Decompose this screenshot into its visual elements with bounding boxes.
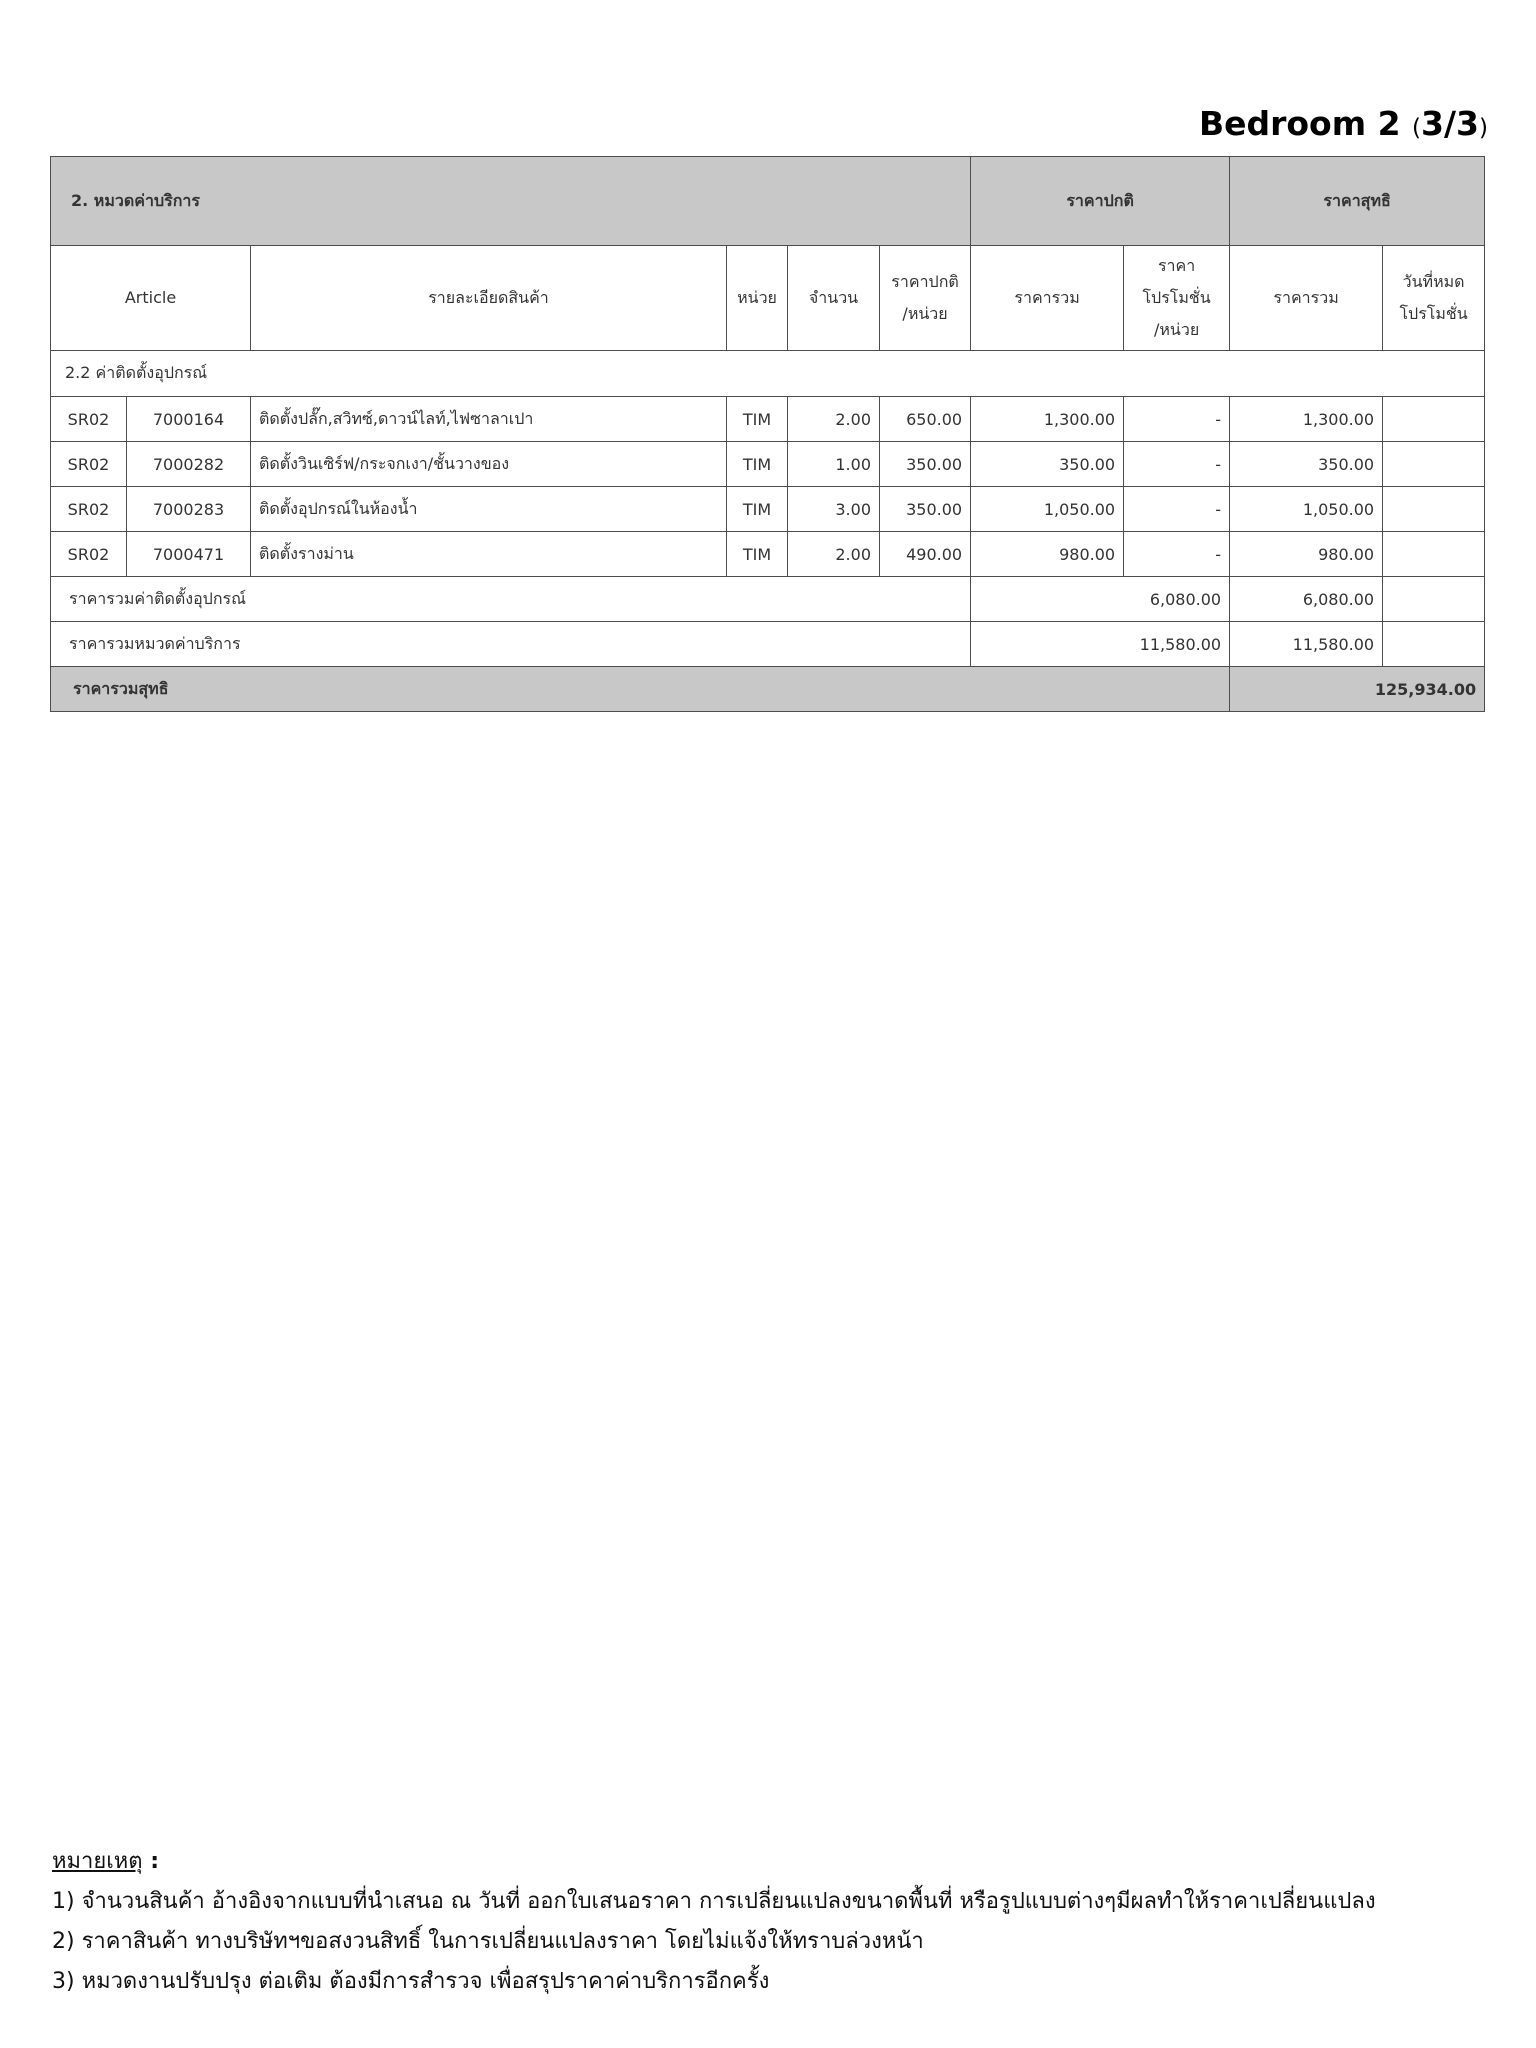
- cell-promo-end: [1383, 397, 1485, 442]
- cell-promo: -: [1124, 487, 1230, 532]
- cell-unit-price: 350.00: [880, 487, 971, 532]
- notes-section: [52, 1842, 1492, 2002]
- col-qty: จำนวน: [788, 246, 880, 351]
- cell-code: SR02: [51, 442, 127, 487]
- cell-net-total: 1,050.00: [1230, 487, 1383, 532]
- col-total-regular: ราคารวม: [971, 246, 1124, 351]
- cell-total: 350.00: [971, 442, 1124, 487]
- grand-total-row: [51, 667, 1485, 712]
- page-title-part: 3/3: [1421, 104, 1480, 143]
- notes-heading: หมายเหตุ :: [52, 1849, 160, 1874]
- cell-net-total: 1,300.00: [1230, 397, 1383, 442]
- cell-article: 7000471: [127, 532, 251, 577]
- group-regular-price: ราคาปกติ: [971, 157, 1230, 246]
- cell-description: ติดตั้งอุปกรณ์ในห้องน้ำ: [251, 487, 727, 532]
- subtotal-install-net: 6,080.00: [1230, 577, 1383, 622]
- cell-unit: TIM: [727, 397, 788, 442]
- grand-total-value: 125,934.00: [1230, 667, 1485, 712]
- cell-description: ติดตั้งรางม่าน: [251, 532, 727, 577]
- quotation-table: [50, 156, 1485, 712]
- subtotal-service-net: 11,580.00: [1230, 622, 1383, 667]
- cell-net-total: 980.00: [1230, 532, 1383, 577]
- table-row: [51, 442, 1485, 487]
- cell-description: ติดตั้งวินเซิร์ฟ/กระจกเงา/ชั้นวางของ: [251, 442, 727, 487]
- cell-code: SR02: [51, 532, 127, 577]
- cell-description: ติดตั้งปลั๊ก,สวิทซ์,ดาวน์ไลท์,ไฟซาลาเปา: [251, 397, 727, 442]
- group-net-price: ราคาสุทธิ: [1230, 157, 1485, 246]
- subtotal-service-label: ราคารวมหมวดค่าบริการ: [51, 622, 971, 667]
- subtotal-install-regular: 6,080.00: [971, 577, 1230, 622]
- cell-promo-end: [1383, 487, 1485, 532]
- cell-total: 1,300.00: [971, 397, 1124, 442]
- col-unit: หน่วย: [727, 246, 788, 351]
- subtotal-install-row: [51, 577, 1485, 622]
- table-row: [51, 487, 1485, 532]
- table-row: [51, 532, 1485, 577]
- cell-total: 1,050.00: [971, 487, 1124, 532]
- table-row: [51, 397, 1485, 442]
- cell-unit: TIM: [727, 442, 788, 487]
- note-item: 3) หมวดงานปรับปรุง ต่อเติม ต้องมีการสำรวจ เพื่อสรุปราคาค่าบริการอีกครั้ง: [52, 1969, 770, 1994]
- cell-article: 7000282: [127, 442, 251, 487]
- cell-qty: 2.00: [788, 532, 880, 577]
- col-article: Article: [51, 246, 251, 351]
- note-item: 2) ราคาสินค้า ทางบริษัทฯขอสงวนสิทธิ์ ในการเปลี่ยนแปลงราคา โดยไม่แจ้งให้ทราบล่วงหน้า: [52, 1929, 924, 1954]
- subtotal-install-label: ราคารวมค่าติดตั้งอุปกรณ์: [51, 577, 971, 622]
- cell-promo-end: [1383, 442, 1485, 487]
- page-title-text: Bedroom 2: [1198, 104, 1401, 143]
- cell-unit-price: 350.00: [880, 442, 971, 487]
- cell-promo: -: [1124, 397, 1230, 442]
- cell-unit-price: 490.00: [880, 532, 971, 577]
- cell-code: SR02: [51, 397, 127, 442]
- subtotal-service-regular: 11,580.00: [971, 622, 1230, 667]
- cell-unit: TIM: [727, 487, 788, 532]
- col-total-net: ราคารวม: [1230, 246, 1383, 351]
- cell-code: SR02: [51, 487, 127, 532]
- col-description: รายละเอียดสินค้า: [251, 246, 727, 351]
- page-title: Bedroom 2 (3/3): [1198, 104, 1488, 143]
- cell-total: 980.00: [971, 532, 1124, 577]
- subsection-title: 2.2 ค่าติดตั้งอุปกรณ์: [51, 351, 1485, 397]
- column-header-row: [51, 246, 1485, 351]
- cell-article: 7000164: [127, 397, 251, 442]
- cell-article: 7000283: [127, 487, 251, 532]
- col-promo-price: ราคา โปรโมชั่น /หน่วย: [1124, 246, 1230, 351]
- cell-qty: 3.00: [788, 487, 880, 532]
- cell-unit-price: 650.00: [880, 397, 971, 442]
- section-header-row: [51, 157, 1485, 246]
- cell-qty: 1.00: [788, 442, 880, 487]
- subtotal-service-row: [51, 622, 1485, 667]
- col-unit-price: ราคาปกติ /หน่วย: [880, 246, 971, 351]
- grand-total-label: ราคารวมสุทธิ: [51, 667, 1230, 712]
- cell-unit: TIM: [727, 532, 788, 577]
- cell-qty: 2.00: [788, 397, 880, 442]
- cell-promo-end: [1383, 532, 1485, 577]
- subsection-row: [51, 351, 1485, 397]
- col-promo-end: วันที่หมด โปรโมชั่น: [1383, 246, 1485, 351]
- note-item: 1) จำนวนสินค้า อ้างอิงจากแบบที่นำเสนอ ณ วันที่ ออกใบเสนอราคา การเปลี่ยนแปลงขนาดพื้นที่ หรือรูปแบบต่างๆมีผลทำให้ราคาเปลี่ยนแปลง: [52, 1889, 1376, 1914]
- cell-promo: -: [1124, 532, 1230, 577]
- cell-net-total: 350.00: [1230, 442, 1383, 487]
- cell-promo: -: [1124, 442, 1230, 487]
- section-title: 2. หมวดค่าบริการ: [51, 157, 971, 246]
